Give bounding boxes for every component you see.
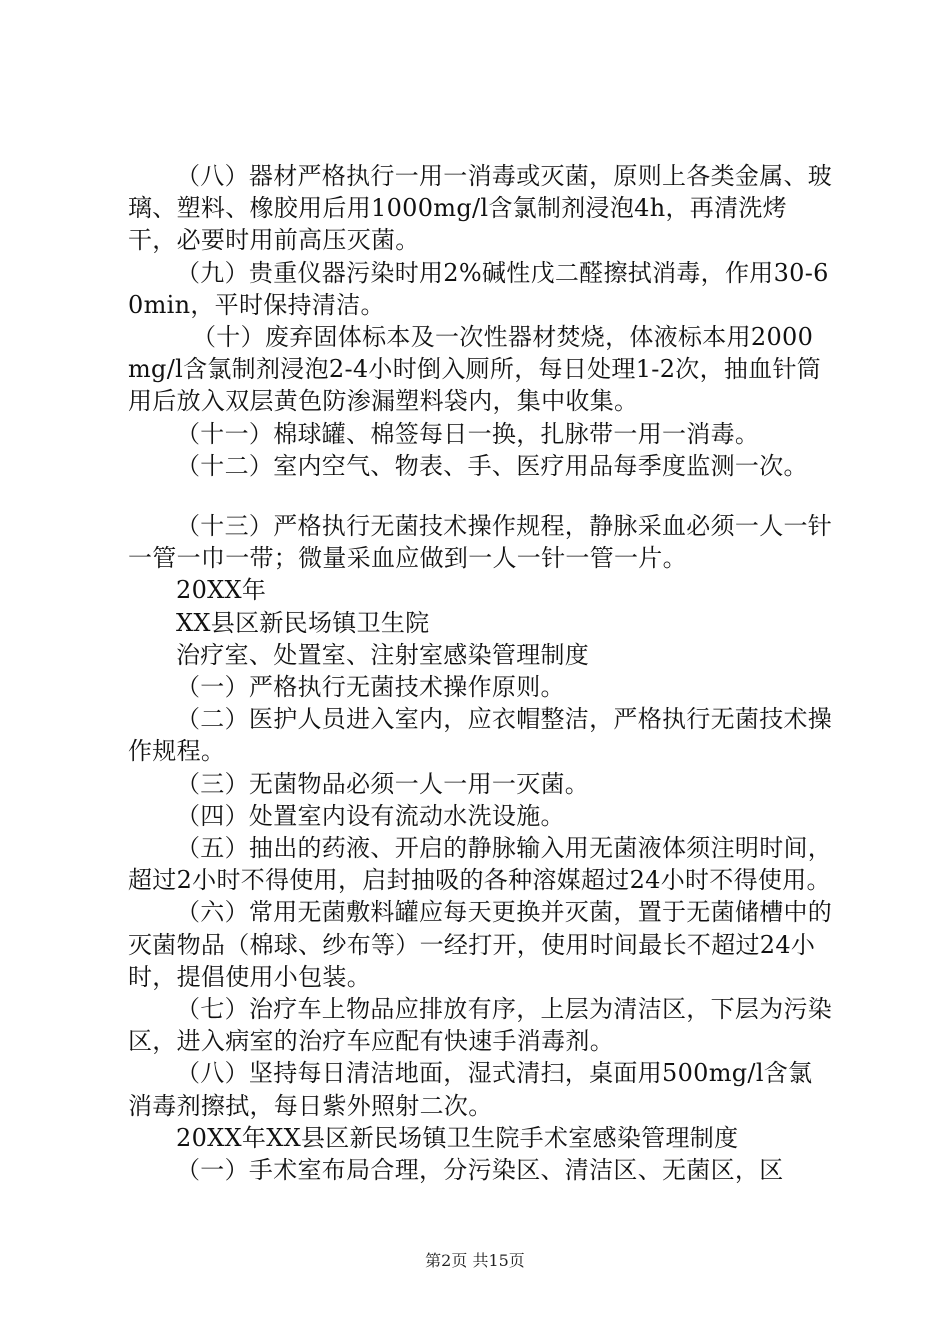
paragraph-11-cotton: （十一）棉球罐、棉签每日一换，扎脉带一用一消毒。: [176, 419, 760, 448]
year-line: 20XX年: [176, 576, 267, 605]
section-title-treatment-room: 治疗室、处置室、注射室感染管理制度: [176, 640, 590, 669]
paragraph-7-cart: （七）治疗车上物品应排放有序，上层为清洁区，下层为污染区，进入病室的治疗车应配有快速手消毒剂。: [128, 995, 833, 1056]
paragraph-8-equipment: （八）器材严格执行一用一消毒或灭菌，原则上各类金属、玻璃、塑料、橡胶用后用1000mg/l含氯制剂浸泡4h，再清洗烤干，必要时用前高压灭菌。: [128, 162, 833, 255]
page-footer: 第2页 共15页: [425, 1251, 525, 1270]
hospital-name: XX县区新民场镇卫生院: [176, 608, 430, 637]
paragraph-3-sterile-items: （三）无菌物品必须一人一用一灭菌。: [176, 769, 590, 798]
paragraph-8-cleaning: （八）坚持每日清洁地面，湿式清扫，桌面用500mg/l含氯消毒剂擦拭，每日紫外照射二次。: [128, 1059, 813, 1120]
paragraph-6-dressings: （六）常用无菌敷料罐应每天更换并灭菌，置于无菌储槽中的灭菌物品（棉球、纱布等）一经打开，使用时间最长不超过24小时，提倡使用小包装。: [128, 898, 833, 991]
paragraph-13-aseptic: （十三）严格执行无菌技术操作规程，静脉采血必须一人一针一管一巾一带；微量采血应做到一人一针一管一片。: [128, 512, 833, 573]
paragraph-4-washing: （四）处置室内设有流动水洗设施。: [176, 801, 565, 830]
paragraph-2-staff: （二）医护人员进入室内，应衣帽整洁，严格执行无菌技术操作规程。: [128, 705, 833, 766]
document-body: [128, 160, 833, 1186]
paragraph-5-liquids: （五）抽出的药液、开启的静脉输入用无菌液体须注明时间，超过2小时不得使用，启封抽吸的各种溶媒超过24小时不得使用。: [128, 834, 833, 895]
paragraph-1-principle: （一）严格执行无菌技术操作原则。: [176, 673, 565, 702]
paragraph-1-layout: （一）手术室布局合理，分污染区、清洁区、无菌区，区: [176, 1156, 784, 1185]
paragraph-12-monitoring: （十二）室内空气、物表、手、医疗用品每季度监测一次。: [176, 451, 808, 480]
section-title-operating-room: 20XX年XX县区新民场镇卫生院手术室感染管理制度: [176, 1123, 739, 1152]
paragraph-10-waste: （十）废弃固体标本及一次性器材焚烧，体液标本用2000mg/l含氯制剂浸泡2-4小时倒入厕所，每日处理1-2次，抽血针筒用后放入双层黄色防渗漏塑料袋内，集中收集。: [128, 323, 822, 416]
paragraph-9-instruments: （九）贵重仪器污染时用2%碱性戊二醛擦拭消毒，作用30-60min，平时保持清洁。: [128, 258, 829, 319]
